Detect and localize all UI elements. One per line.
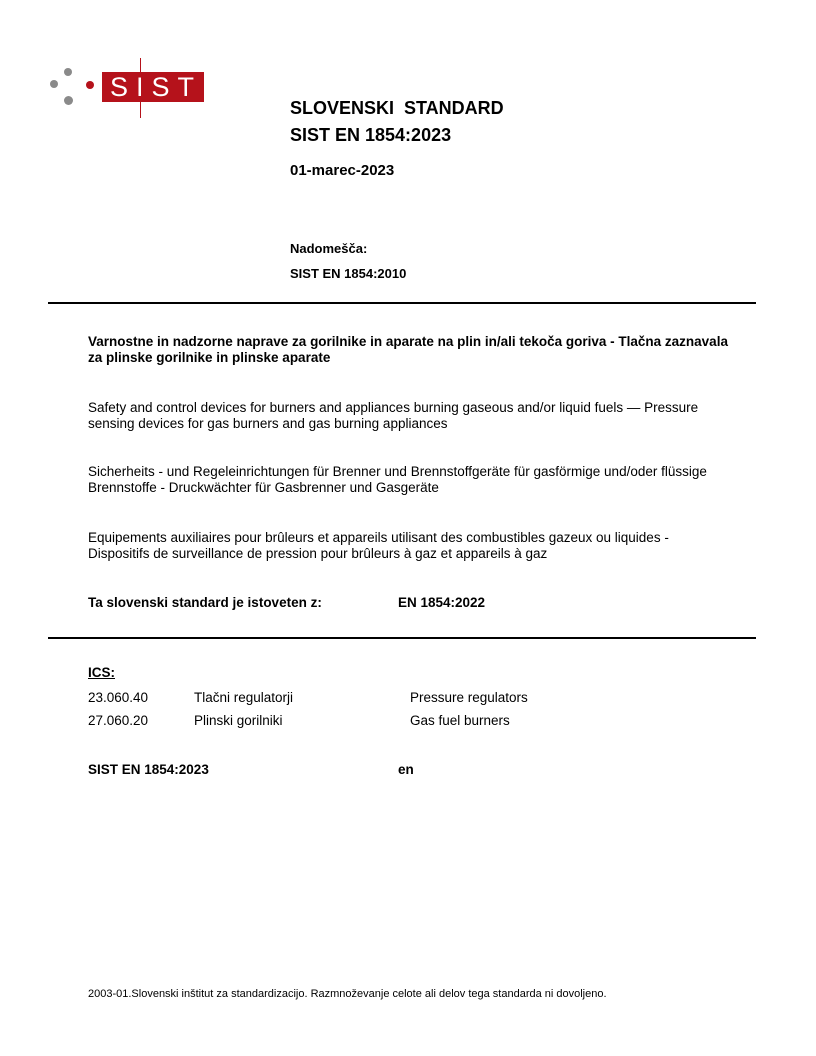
ics-english: Pressure regulators (410, 690, 528, 705)
standard-number: SIST EN 1854:2023 (290, 125, 452, 145)
sist-logo (46, 66, 216, 122)
ics-slovenian: Plinski gorilniki (194, 713, 283, 728)
ics-label: ICS: (88, 665, 115, 680)
document-id: SIST EN 1854:2023 (88, 762, 209, 777)
standard-heading (290, 95, 504, 149)
replaces-label: Nadomešča: (290, 241, 368, 256)
logo-dot-icon (64, 96, 73, 105)
document-language: en (398, 762, 414, 777)
publication-date: 01-marec-2023 (290, 162, 395, 179)
replaces-block (290, 236, 406, 286)
ics-code: 23.060.40 (88, 690, 149, 705)
divider-bottom (48, 637, 756, 639)
ics-english: Gas fuel burners (410, 713, 510, 728)
logo-dot-icon (86, 81, 94, 89)
logo-wordmark: SIST (102, 72, 204, 102)
ics-slovenian: Tlačni regulatorji (194, 690, 294, 705)
replaces-value: SIST EN 1854:2010 (290, 266, 407, 281)
copyright-footer: 2003-01.Slovenski inštitut za standardizacijo. Razmnoževanje celote ali delov tega standarda ni dovoljeno. (88, 988, 607, 1000)
title-german: Sicherheits - und Regeleinrichtungen für Brenner und Brennstoffgeräte für gasförmige und/oder flüssige Brennstoffe - Druckwächter für Gasbrenner und Gasgeräte (88, 464, 707, 495)
identical-label: Ta slovenski standard je istoveten z: (88, 595, 322, 610)
identical-value: EN 1854:2022 (398, 595, 486, 610)
standard-type: SLOVENSKI STANDARD (290, 98, 504, 118)
title-slovenian: Varnostne in nadzorne naprave za gorilnike in aparate na plin in/ali tekoča goriva - Tlačna zaznavala za plinske gorilnike in plinske aparate (88, 334, 728, 365)
identical-to (88, 595, 485, 610)
title-french: Equipements auxiliaires pour brûleurs et appareils utilisant des combustibles gazeux ou liquides - Dispositifs de surveillance de pression pour brûleurs à gaz et appareils à gaz (88, 530, 669, 561)
title-english: Safety and control devices for burners and appliances burning gaseous and/or liquid fuels — Pressure sensing devices for gas burners and gas burning appliances (88, 400, 699, 431)
logo-dot-icon (50, 80, 58, 88)
ics-code: 27.060.20 (88, 713, 149, 728)
logo-dot-icon (64, 68, 72, 76)
divider-top (48, 302, 756, 304)
